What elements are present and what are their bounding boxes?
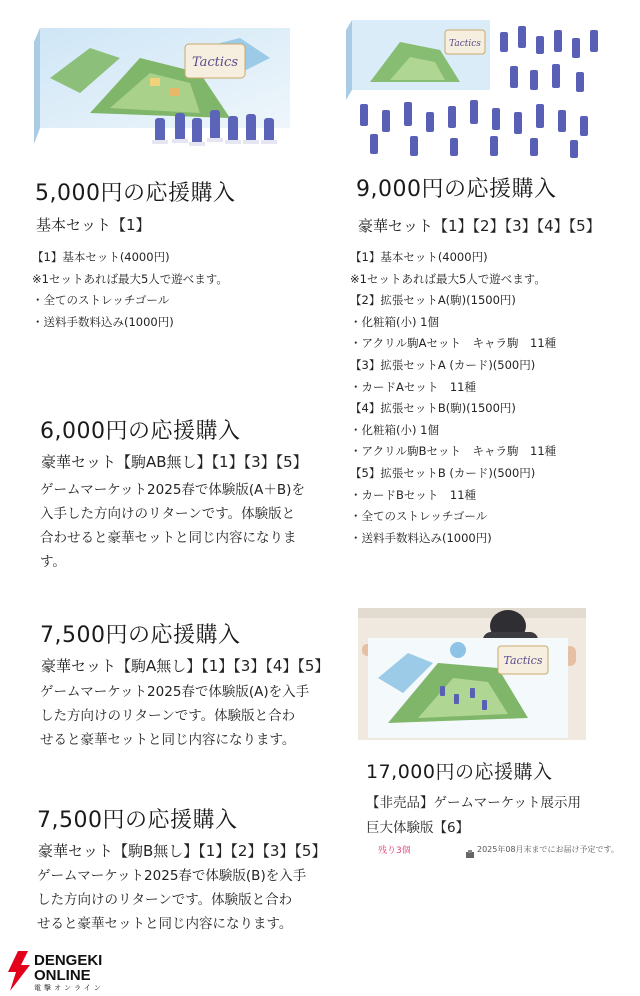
reward-1-item: 【1】基本セット(4000円) <box>32 250 170 264</box>
reward-2-item: ・カードBセット 11種 <box>350 487 477 502</box>
reward-2-item: 【3】拡張セットA (カード)(500円) <box>350 357 536 372</box>
reward-1-item: ・送料手数料込み(1000円) <box>32 314 174 329</box>
reward-2-item: ・全てのストレッチゴール <box>350 509 488 524</box>
reward-4-price: 7,500円の応援購入 <box>40 623 241 648</box>
reward-5-price: 7,500円の応援購入 <box>37 808 238 833</box>
package-icon <box>466 843 474 862</box>
dengeki-online-logo <box>4 950 134 992</box>
reward-2-item: 【2】拡張セットA(駒)(1500円) <box>350 293 516 308</box>
reward-3-desc-line: ゲームマーケット2025春で体験版(A＋B)を <box>40 482 305 498</box>
reward-4-desc-line: した方向けのリターンです。体験版と合わ <box>40 708 296 724</box>
logo-line-1: DENGEKI <box>34 952 103 969</box>
reward-2-item: ・化粧箱(小) 1個 <box>350 422 439 437</box>
reward-2-item: ・アクリル駒Bセット キャラ駒 11種 <box>350 444 557 459</box>
reward-4-desc-line: せると豪華セットと同じ内容になります。 <box>40 732 296 748</box>
reward-2-item: ・アクリル駒Aセット キャラ駒 11種 <box>350 336 557 351</box>
reward-3-desc-line: 合わせると豪華セットと同じ内容になりま <box>40 530 297 546</box>
reward-3-title: 豪華セット【駒AB無し】【1】【3】【5】 <box>41 453 308 471</box>
reward-4-desc <box>40 680 309 752</box>
reward-2-item: ・送料手数料込み(1000円) <box>350 530 492 545</box>
reward-4-desc-line: ゲームマーケット2025春で体験版(A)を入手 <box>40 684 310 700</box>
tactics-logo-2: Tactics <box>449 39 481 49</box>
reward-2-title: 豪華セット【1】【2】【3】【4】【5】 <box>358 217 601 235</box>
reward-2-item: 【5】拡張セットB (カード)(500円) <box>350 465 536 480</box>
reward-2-item: ・化粧箱(小) 1個 <box>350 314 439 329</box>
reward-3-desc <box>40 478 305 574</box>
logo-line-3: 電撃オンライン <box>34 984 104 992</box>
reward-1-items <box>32 247 228 333</box>
reward-6-title-line-2: 巨大体験版【6】 <box>366 820 470 836</box>
reward-3-price: 6,000円の応援購入 <box>40 419 241 444</box>
reward-3-desc-line: す。 <box>40 554 66 570</box>
reward-2-item: ※1セットあれば最大5人で遊べます。 <box>350 271 546 286</box>
reward-5-desc-line: した方向けのリターンです。体験版と合わ <box>37 892 293 908</box>
reward-1-price: 5,000円の応援購入 <box>35 181 236 206</box>
reward-6-price: 17,000円の応援購入 <box>366 761 553 783</box>
logo-line-2: ONLINE <box>34 967 91 984</box>
tactics-logo-3: Tactics <box>503 654 543 667</box>
product-image-giant-trial <box>358 608 586 740</box>
reward-5-desc-line: せると豪華セットと同じ内容になります。 <box>37 916 293 932</box>
tactics-logo: Tactics <box>191 55 239 70</box>
lightning-icon <box>8 951 30 991</box>
reward-2-item: 【1】基本セット(4000円) <box>350 250 488 264</box>
reward-4-title: 豪華セット【駒A無し】【1】【3】【4】【5】 <box>41 657 330 675</box>
reward-5-title: 豪華セット【駒B無し】【1】【2】【3】【5】 <box>38 842 327 860</box>
reward-2-item: ・カードAセット 11種 <box>350 379 476 394</box>
remaining-count: 残り3個 <box>378 846 411 856</box>
product-image-basic-set <box>30 18 300 158</box>
product-image-deluxe-set <box>340 12 612 164</box>
reward-2-items <box>350 247 556 549</box>
reward-3-desc-line: 入手した方向けのリターンです。体験版と <box>40 506 296 522</box>
shipping-note: 2025年08月末までにお届け予定です。 <box>477 845 619 854</box>
reward-1-item: ※1セットあれば最大5人で遊べます。 <box>32 271 228 286</box>
reward-5-desc-line: ゲームマーケット2025春で体験版(B)を入手 <box>37 868 307 884</box>
reward-1-item: ・全てのストレッチゴール <box>32 293 170 308</box>
reward-2-item: 【4】拡張セットB(駒)(1500円) <box>350 401 516 416</box>
reward-2-price: 9,000円の応援購入 <box>356 177 557 202</box>
reward-5-desc <box>37 864 306 936</box>
reward-6-title-line-1: 【非売品】ゲームマーケット展示用 <box>366 795 582 811</box>
reward-1-title: 基本セット【1】 <box>36 216 151 234</box>
